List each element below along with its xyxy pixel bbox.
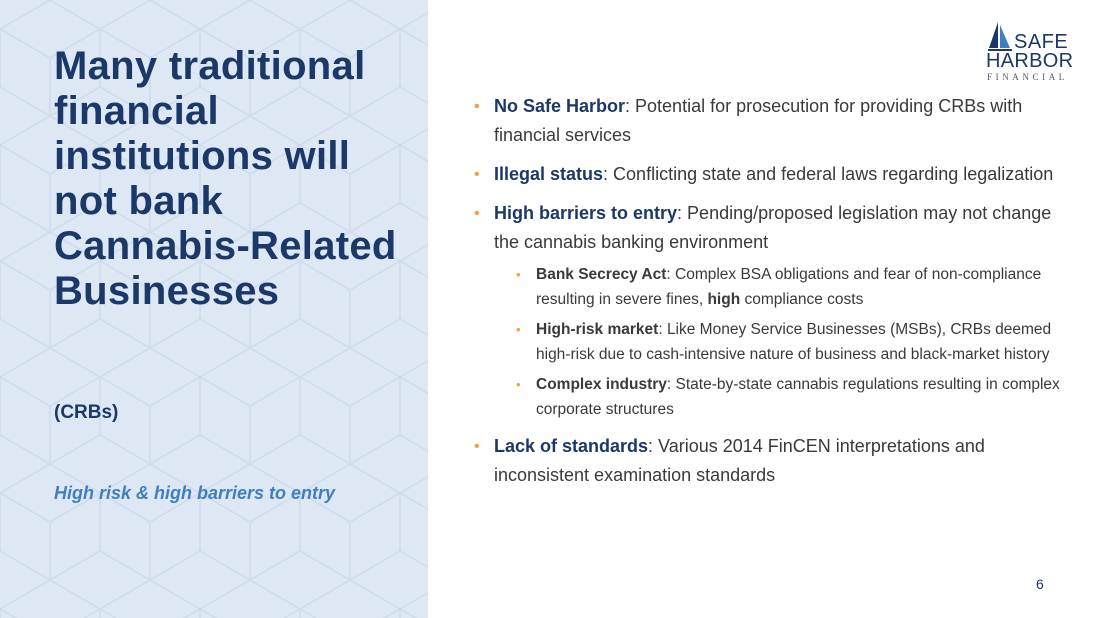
sub-bullet-text: : Complex BSA obligations and fear of non-compliance resulting in severe fines, — [536, 266, 1042, 308]
logo-word-safe: SAFE — [1014, 31, 1069, 53]
page-number: 6 — [1036, 576, 1044, 592]
bullet-text: : Various 2014 FinCEN interpretations and inconsistent examination standards — [494, 436, 985, 485]
left-panel — [0, 0, 428, 618]
sub-bullet-item — [514, 318, 1062, 367]
tagline: High risk & high barriers to entry — [54, 483, 336, 503]
bullet-item — [472, 160, 1062, 189]
sub-bullet-item — [514, 263, 1062, 312]
sail-icon — [988, 22, 1014, 52]
sub-bullet-title: High-risk market — [536, 321, 659, 338]
bullet-dot-icon: • — [474, 205, 480, 222]
slide-headline: Many traditional financial institutions will not bank Cannabis-Related Businesses — [54, 44, 397, 313]
bullet-title: Lack of standards — [494, 436, 649, 456]
bullet-text: : Conflicting state and federal laws regarding legalization — [603, 164, 1054, 184]
bullet-title: No Safe Harbor — [494, 96, 626, 116]
logo-word-financial: FINANCIAL — [987, 72, 1068, 82]
bullet-dot-icon: • — [516, 377, 521, 392]
sub-bullet-title: Bank Secrecy Act — [536, 266, 667, 283]
bullet-item — [472, 432, 1062, 490]
sub-bullet-text-end: compliance costs — [740, 290, 864, 308]
sub-bullet-emphasis: high — [707, 290, 741, 308]
sub-bullet-title: Complex industry — [536, 376, 667, 393]
sub-bullet-text: : Like Money Service Businesses (MSBs), CRBs deemed high-risk due to cash-intensive nature of business and black-market history — [536, 321, 1052, 363]
sub-bullet-list — [494, 263, 1062, 422]
bullet-dot-icon: • — [516, 322, 521, 337]
bullet-dot-icon: • — [474, 166, 480, 183]
sub-bullet-item — [514, 373, 1062, 422]
bullet-item — [472, 199, 1062, 422]
bullet-list — [472, 92, 1062, 490]
bullet-dot-icon: • — [474, 438, 480, 455]
company-logo — [986, 22, 1076, 82]
bullet-title: Illegal status — [494, 164, 604, 184]
bullet-item — [472, 92, 1062, 150]
bullet-text: : Pending/proposed legislation may not change the cannabis banking environment — [494, 203, 1052, 252]
sub-bullet-text: : State-by-state cannabis regulations resulting in complex corporate structures — [536, 376, 1060, 418]
bullet-text: : Potential for prosecution for providing CRBs with financial services — [494, 96, 1023, 145]
bullet-dot-icon: • — [516, 267, 521, 282]
headline-suffix: (CRBs) — [54, 402, 119, 423]
bullet-title: High barriers to entry — [494, 203, 678, 223]
logo-word-harbor: HARBOR — [986, 50, 1074, 72]
bullet-dot-icon: • — [474, 98, 480, 115]
